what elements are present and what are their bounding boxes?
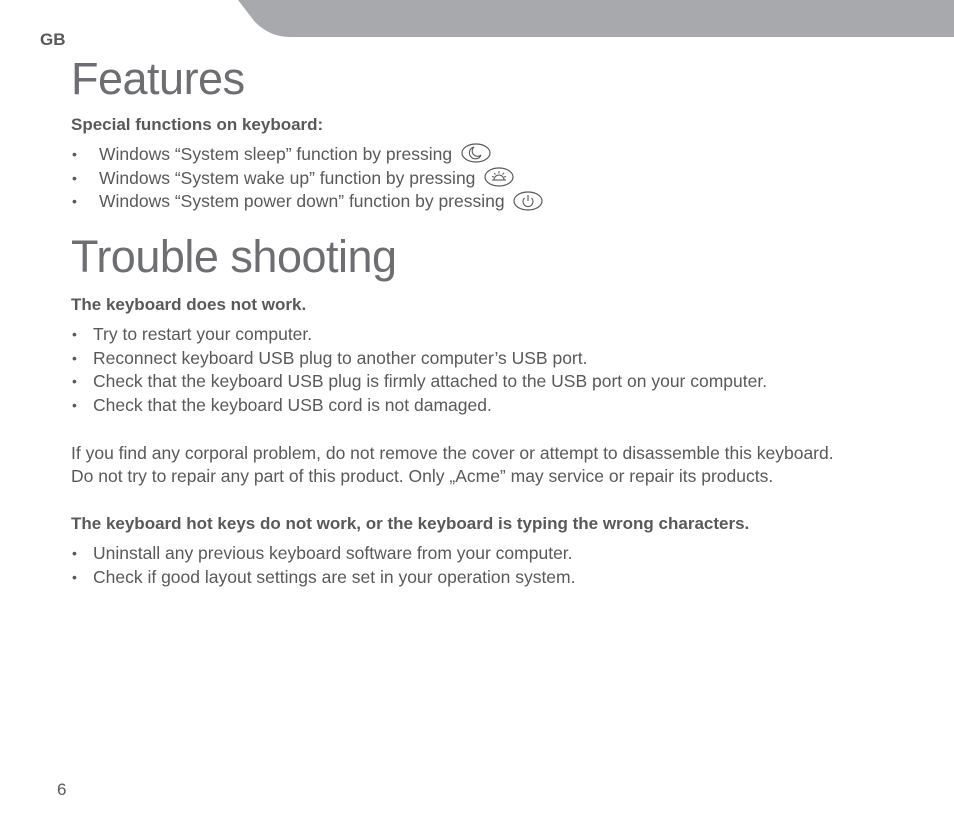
sleep-moon-icon [461,143,491,163]
power-icon [513,191,543,211]
bullet-mark: • [72,326,77,342]
list-item [72,347,767,371]
list-item [72,143,543,167]
list-item [72,542,575,566]
list-item-text: Check if good layout settings are set in your operation system. [93,566,576,587]
list-item [72,190,543,214]
list-item [72,323,767,347]
keyboard-not-working-heading: The keyboard does not work. [71,295,307,314]
list-item-text: Check that the keyboard USB cord is not damaged. [93,394,492,415]
list-item-text: Windows “System power down” function by pressing [99,191,505,212]
bullet-mark: • [72,545,77,561]
list-item-text: Check that the keyboard USB plug is firmly attached to the USB port on your computer. [93,371,768,392]
list-item-text: Reconnect keyboard USB plug to another computer’s USB port. [93,347,588,368]
list-item-text: Windows “System wake up” function by pressing [99,167,476,188]
list-item [72,370,768,394]
language-code: GB [40,30,66,49]
bullet-mark: • [72,146,77,162]
special-functions-list [72,143,543,214]
bullet-mark: • [72,193,77,210]
list-item-text: Windows “System sleep” function by pressing [99,144,453,164]
bullet-mark: • [72,373,77,390]
list-item-text: Try to restart your computer. [93,324,313,344]
warning-paragraph [71,442,931,488]
bullet-mark: • [72,169,77,186]
list-item [72,167,543,191]
features-title: Features [71,53,245,104]
list-item [72,566,576,590]
page-number: 6 [57,780,67,799]
list-item-text: Uninstall any previous keyboard software from your computer. [93,543,573,563]
keyboard-not-working-list [72,323,768,417]
bullet-mark: • [72,568,77,585]
hot-keys-heading: The keyboard hot keys do not work, or the keyboard is typing the wrong characters. [71,514,750,533]
wake-sun-icon [484,167,514,187]
warning-line: Do not try to repair any part of this product. Only „Acme” may service or repair its products. [71,466,774,486]
warning-line: If you find any corporal problem, do not remove the cover or attempt to disassemble this keyboard. [71,443,834,463]
list-item [72,394,767,418]
trouble-shooting-title: Trouble shooting [71,231,397,282]
hot-keys-list [72,542,576,589]
bullet-mark: • [72,349,77,366]
bullet-mark: • [72,396,77,413]
header-decoration-bar [0,0,954,37]
special-functions-heading: Special functions on keyboard: [71,115,324,134]
